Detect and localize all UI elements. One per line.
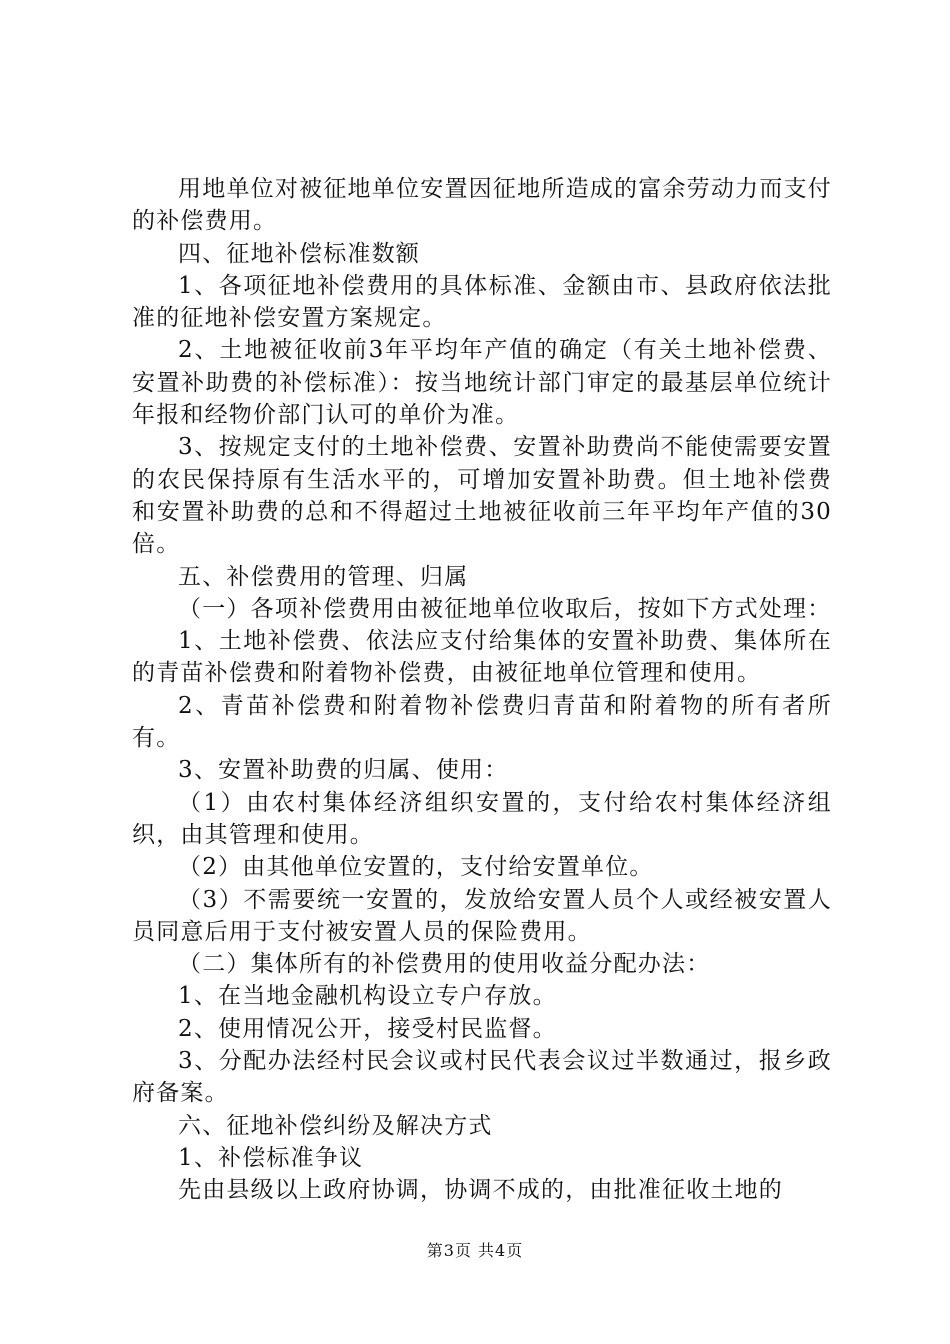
paragraph: （1）由农村集体经济组织安置的，支付给农村集体经济组织，由其管理和使用。 [132,789,832,848]
section-heading: 四、征地补偿标准数额 [178,240,420,267]
paragraph: 1、在当地金融机构设立专户存放。 [178,983,557,1010]
section-heading: 五、补偿费用的管理、归属 [178,563,469,590]
page-number-label: 第3页 共4页 [426,1241,524,1260]
paragraph: （3）不需要统一安置的，发放给安置人员个人或经被安置人员同意后用于支付被安置人员的保险费用。 [132,886,832,945]
paragraph: 先由县级以上政府协调，协调不成的，由批准征收土地的 [178,1177,783,1204]
paragraph: （二）集体所有的补偿费用的使用收益分配办法： [178,951,711,978]
paragraph: 1、各项征地补偿费用的具体标准、金额由市、县政府依法批准的征地补偿安置方案规定。 [132,272,832,332]
paragraph: 2、使用情况公开，接受村民监督。 [178,1015,557,1042]
page-footer [0,1241,950,1261]
paragraph: 2、土地被征收前3年平均年产值的确定（有关土地补偿费、安置补助费的补偿标准）：按当地统计部门审定的最基层单位统计年报和经物价部门认可的单价为准。 [132,337,832,429]
paragraph: 1、补偿标准争议 [178,1144,364,1171]
paragraph: （2）由其他单位安置的，支付给安置单位。 [178,854,654,881]
section-heading: 六、征地补偿纠纷及解决方式 [178,1112,493,1139]
paragraph: 3、分配办法经村民会议或村民代表会议过半数通过，报乡政府备案。 [132,1048,832,1107]
document-body [132,173,832,1207]
paragraph: 2、青苗补偿费和附着物补偿费归青苗和附着物的所有者所有。 [132,692,832,752]
paragraph: 3、安置补助费的归属、使用： [178,757,509,784]
paragraph: （一）各项补偿费用由被征地单位收取后，按如下方式处理： [178,595,832,622]
paragraph: 3、按规定支付的土地补偿费、安置补助费尚不能使需要安置的农民保持原有生活水平的，可增加安置补助费。但土地补偿费和安置补助费的总和不得超过土地被征收前三年平均年产值的30倍。 [132,434,832,558]
paragraph: 1、土地补偿费、依法应支付给集体的安置补助费、集体所在的青苗补偿费和附着物补偿费，由被征地单位管理和使用。 [132,628,832,687]
paragraph: 用地单位对被征地单位安置因征地所造成的富余劳动力而支付的补偿费用。 [132,176,832,235]
